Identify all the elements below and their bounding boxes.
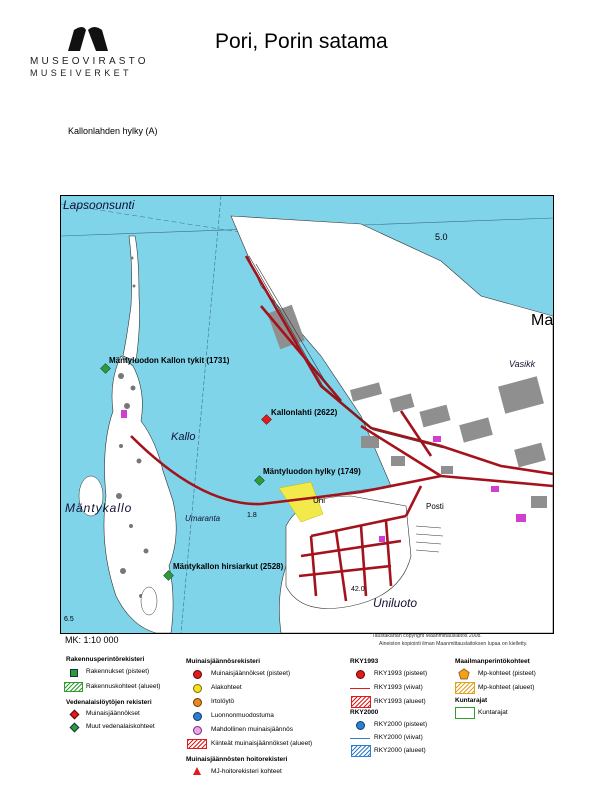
legend-item: Muut vedenalaiskohteet [86,723,155,730]
legend-circle-blue-icon [193,712,202,721]
legend-item: Kuntarajat [478,709,508,716]
legend-line-blue-icon [350,738,370,739]
island-mantykallo [104,356,176,633]
legend-circle-pink-icon [193,726,202,735]
legend-title-rky2000: RKY2000 [350,709,379,716]
logo-text-museiverket: MUSEIVERKET [30,68,132,78]
map-label-depth-1-8: 1.8 [247,512,257,519]
map-label-ma: Ma [531,312,554,329]
legend-item: Irtolöytö [211,698,235,705]
legend-item: Kiinteät muinaisjäännökset (alueet) [211,740,313,747]
legend-title-vedenalaiset: Vedenalaislöytöjen rekisteri [66,699,152,706]
legend-title-muinaisjaannos: Muinaisjäännösrekisteri [186,658,261,665]
legend-diamond-red-icon [70,710,80,720]
map-label-uni: Uni [313,496,326,505]
legend-hatched-red-icon [351,696,371,708]
legend-item: RKY1993 (pisteet) [374,670,428,677]
legend-title-maailmanperinto: Maailmanperintökohteet [455,658,530,665]
map-label-vasikka: Vasikk [509,359,536,369]
legend-square-green-icon [70,669,78,677]
legend-circle-blue-icon [356,721,365,730]
legend-outline-green-icon [455,707,475,719]
legend-hatched-orange-icon [455,682,475,694]
legend-item: Alakohteet [211,684,242,691]
site-marker-mantyluodon-kallon-tykit[interactable] [101,364,111,374]
legend-item: RKY1993 (alueet) [374,698,426,705]
site-marker-kallonlahti[interactable] [262,415,272,425]
legend-item: RKY2000 (viivat) [374,734,423,741]
site-label-mantykallon-hirsiarkut: Mäntykallon hirsiarkut (2528) [173,562,284,571]
map-label-uniluoto: Uniluoto [373,596,418,610]
map-panel[interactable] [60,195,554,634]
legend-circle-yellow-icon [193,684,202,693]
map-label-kallo: Kallo [171,431,196,443]
legend-item: Mp-kohteet (pisteet) [478,670,536,677]
site-label-mantyluodon-hylky: Mäntyluodon hylky (1749) [263,467,361,476]
map-label-mantykallo: Mäntykallo [65,501,133,515]
legend-item: Mp-kohteet (alueet) [478,684,535,691]
legend-title-hoito: Muinaisjäännösten hoitorekisteri [186,756,288,763]
legend-item: Mahdollinen muinaisjäännös [211,726,294,733]
legend-pentagon-orange-icon [458,668,470,680]
island-tip [123,236,140,361]
legend-item: RKY2000 (pisteet) [374,721,428,728]
legend-item: Rakennuskohteet (alueet) [86,683,161,690]
legend-circle-orange-icon [193,698,202,707]
legend-item: Muinaisjäännökset (pisteet) [211,670,291,677]
map-subtitle: Kallonlahden hylky (A) [68,126,158,136]
map-label-depth-42: 42.0 [351,586,365,593]
map-scale: MK: 1:10 000 [65,635,119,645]
legend-circle-red-icon [193,670,202,679]
legend-item: Rakennukset (pisteet) [86,668,150,675]
legend-hatched-blue-icon [351,745,371,757]
islet [141,587,157,615]
legend-item: Muinaisjäännökset [86,710,140,717]
legend-circle-red-icon [356,670,365,679]
legend-title-rky1993: RKY1993 [350,658,379,665]
site-label-kallonlahti: Kallonlahti (2622) [271,408,338,417]
map-label-umaranta: Umaranta [185,514,221,523]
legend-triangle-red-icon [193,767,201,775]
legend-item: MJ-hoitorekisteri kohteet [211,768,282,775]
legend-diamond-green-icon [70,723,80,733]
legend-title-rakennusperinto: Rakennusperintörekisteri [66,656,145,663]
page-title: Pori, Porin satama [215,30,388,53]
copyright-line-2: Aineiston kopiointi ilman Maanmittauslaitoksen lupaa on kielletty. [379,641,528,647]
map-label-posti: Posti [426,502,444,511]
map-label-depth-6-5: 6.5 [64,616,74,623]
legend-hatched-green-icon [64,682,83,692]
legend-title-kuntarajat: Kuntarajat [455,697,488,704]
site-marker-mantyluodon-hylky[interactable] [255,476,265,486]
legend-line-red-icon [350,688,370,689]
logo-text-museovirasto: MUSEOVIRASTO [30,56,149,67]
map-label-sound: Lapsoonsunti [63,198,135,212]
legend-hatched-red-icon [187,739,207,749]
site-label-mantyluodon-kallon-tykit: Mäntyluodon Kallon tykit (1731) [109,356,230,365]
legend-item: RKY1993 (viivat) [374,684,423,691]
legend-item: Luonnonmuodostuma [211,712,274,719]
copyright-line-1: Taustakartan copyright Maanmittauslaitos 2008. [372,633,482,639]
map-label-depth-5: 5.0 [435,232,448,242]
legend-item: RKY2000 (alueet) [374,747,426,754]
